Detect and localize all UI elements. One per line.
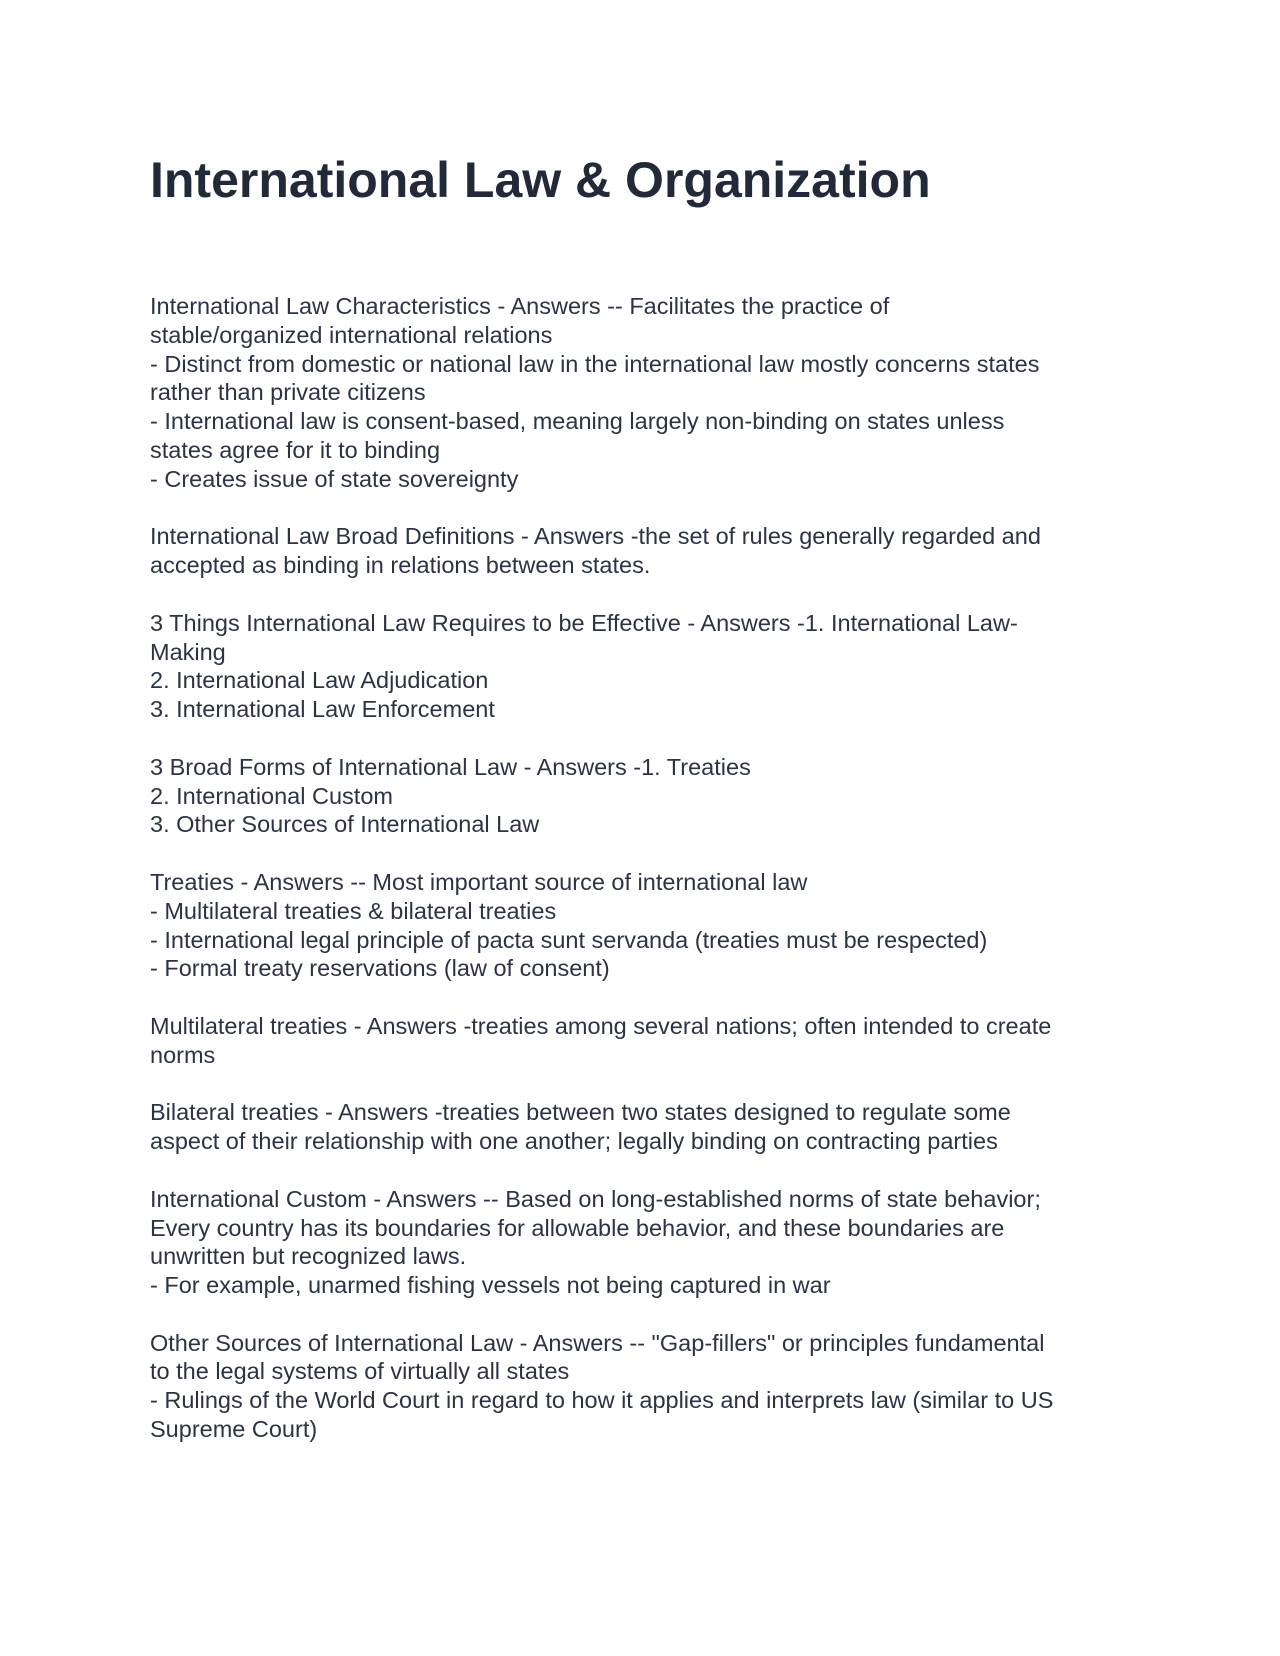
entry-broad-forms xyxy=(150,753,1130,839)
entry-line: - Multilateral treaties & bilateral treaties xyxy=(150,897,557,924)
entry-line: International Law Broad Definitions - Answers -the set of rules generally regarded and xyxy=(150,523,1041,550)
entry-line: - Formal treaty reservations (law of consent) xyxy=(150,955,610,982)
entry-line: - International law is consent-based, meaning largely non-binding on states unless xyxy=(150,408,1005,435)
entry-line: states agree for it to binding xyxy=(150,436,441,463)
entry-line: stable/organized international relations xyxy=(150,321,553,348)
entry-line: Every country has its boundaries for allowable behavior, and these boundaries are xyxy=(150,1214,1005,1241)
entry-other-sources xyxy=(150,1329,1130,1444)
entry-line: International Law Characteristics - Answers -- Facilitates the practice of xyxy=(150,293,890,319)
entry-line: Multilateral treaties - Answers -treaties among several nations; often intended to create xyxy=(150,1012,1052,1039)
entry-treaties xyxy=(150,868,1130,983)
entry-line: Bilateral treaties - Answers -treaties between two states designed to regulate some xyxy=(150,1099,1011,1126)
entry-line: 2. International Custom xyxy=(150,782,393,809)
page-title: International Law & Organization xyxy=(150,152,931,208)
entry-line: aspect of their relationship with one another; legally binding on contracting parties xyxy=(150,1128,998,1155)
entry-line: - For example, unarmed fishing vessels not being captured in war xyxy=(150,1272,831,1299)
entry-line: 3. Other Sources of International Law xyxy=(150,811,540,838)
entry-international-law-characteristics xyxy=(150,292,1130,494)
entry-line: - Rulings of the World Court in regard to how it applies and interprets law (similar to US xyxy=(150,1387,1054,1414)
entry-line: 3. International Law Enforcement xyxy=(150,696,495,723)
entry-line: Other Sources of International Law - Answers -- "Gap-fillers" or principles fundamental xyxy=(150,1329,1045,1356)
document-body xyxy=(150,292,1130,1473)
entry-line: 3 Things International Law Requires to be Effective - Answers -1. International Law- xyxy=(150,609,1018,636)
entry-line: Treaties - Answers -- Most important source of international law xyxy=(150,868,808,895)
entry-line: rather than private citizens xyxy=(150,379,426,406)
entry-international-custom xyxy=(150,1185,1130,1300)
entry-line: 3 Broad Forms of International Law - Answers -1. Treaties xyxy=(150,753,751,780)
entry-requirements-effective xyxy=(150,609,1130,724)
entry-broad-definitions xyxy=(150,522,1130,580)
entry-line: norms xyxy=(150,1041,216,1068)
entry-bilateral-treaties xyxy=(150,1098,1130,1156)
entry-line: accepted as binding in relations between states. xyxy=(150,552,651,579)
entry-line: unwritten but recognized laws. xyxy=(150,1243,467,1270)
entry-multilateral-treaties xyxy=(150,1012,1130,1070)
entry-line: International Custom - Answers -- Based on long-established norms of state behavior; xyxy=(150,1185,1041,1212)
entry-line: - International legal principle of pacta sunt servanda (treaties must be respected) xyxy=(150,926,988,953)
entry-line: 2. International Law Adjudication xyxy=(150,667,489,694)
entry-line: - Creates issue of state sovereignty xyxy=(150,465,519,492)
entry-line: to the legal systems of virtually all states xyxy=(150,1358,570,1385)
entry-line: Making xyxy=(150,638,226,665)
entry-line: - Distinct from domestic or national law in the international law mostly concerns states xyxy=(150,350,1040,377)
entry-line: Supreme Court) xyxy=(150,1416,318,1443)
